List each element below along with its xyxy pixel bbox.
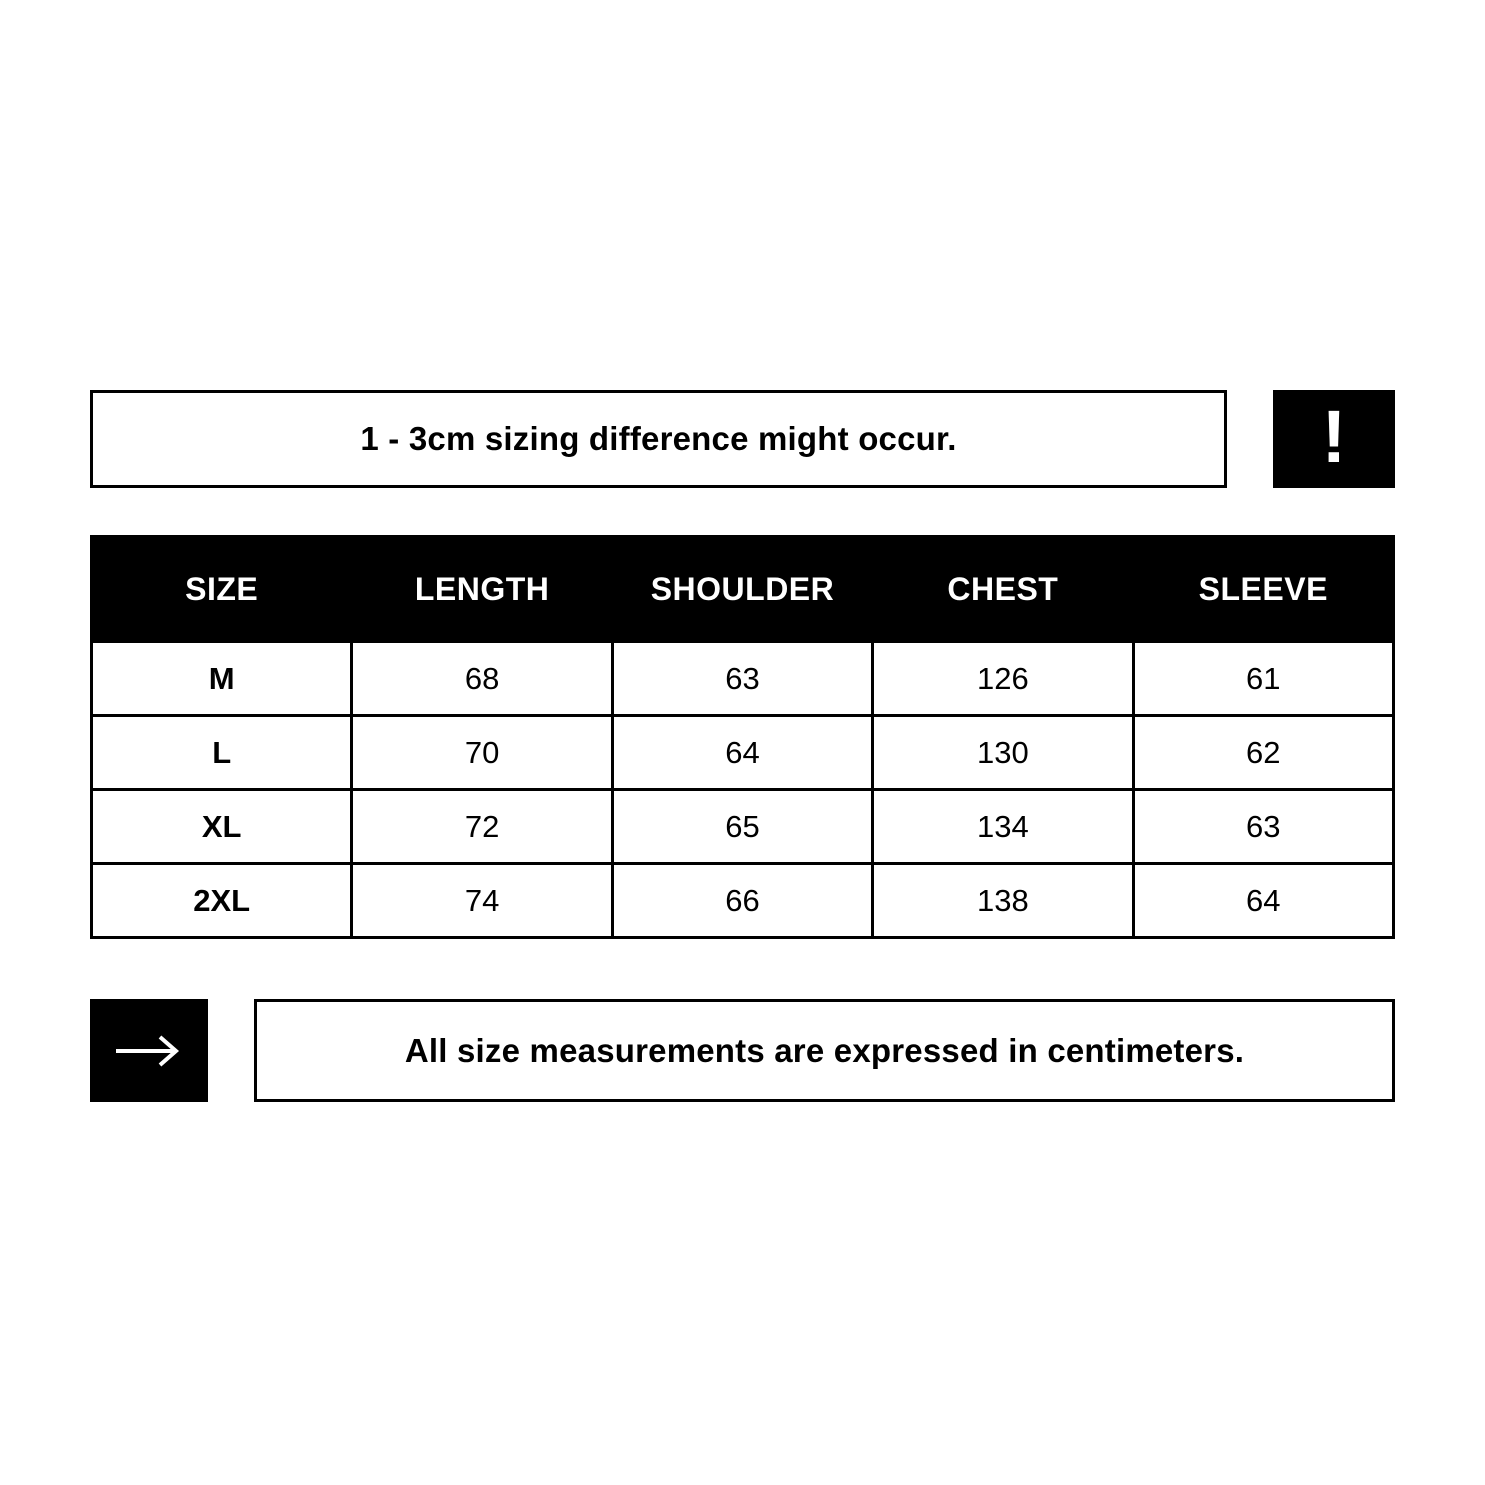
cell-length: 72 [352, 790, 612, 864]
cell-length: 70 [352, 716, 612, 790]
cell-sleeve: 61 [1133, 642, 1393, 716]
table-row [92, 716, 1394, 790]
sizing-notice-box [90, 390, 1227, 488]
cell-shoulder: 65 [612, 790, 872, 864]
sizing-notice-row [90, 390, 1395, 488]
exclamation-icon-glyph: ! [1321, 395, 1347, 478]
cell-shoulder: 66 [612, 864, 872, 938]
measurement-unit-row [90, 999, 1395, 1102]
cell-size: 2XL [92, 864, 352, 938]
cell-chest: 130 [873, 716, 1133, 790]
table-body [92, 642, 1394, 938]
exclamation-icon [1273, 390, 1395, 488]
sizing-notice-text: 1 - 3cm sizing difference might occur. [360, 420, 957, 457]
cell-shoulder: 63 [612, 642, 872, 716]
column-header-sleeve: SLEEVE [1133, 537, 1393, 642]
column-header-chest: CHEST [873, 537, 1133, 642]
cell-sleeve: 63 [1133, 790, 1393, 864]
table-row [92, 790, 1394, 864]
size-measurement-table [90, 535, 1395, 939]
cell-chest: 134 [873, 790, 1133, 864]
table-row [92, 642, 1394, 716]
column-header-length: LENGTH [352, 537, 612, 642]
measurement-unit-text: All size measurements are expressed in centimeters. [404, 1031, 1245, 1069]
column-header-shoulder: SHOULDER [612, 537, 872, 642]
column-header-size: SIZE [92, 537, 352, 642]
cell-sleeve: 62 [1133, 716, 1393, 790]
cell-size: XL [92, 790, 352, 864]
cell-sleeve: 64 [1133, 864, 1393, 938]
cell-length: 74 [352, 864, 612, 938]
cell-length: 68 [352, 642, 612, 716]
arrow-right-icon [90, 999, 208, 1102]
table-header [92, 537, 1394, 642]
table-header-row [92, 537, 1394, 642]
cell-size: M [92, 642, 352, 716]
table-row [92, 864, 1394, 938]
cell-shoulder: 64 [612, 716, 872, 790]
cell-chest: 126 [873, 642, 1133, 716]
measurement-unit-box [254, 999, 1395, 1102]
cell-chest: 138 [873, 864, 1133, 938]
cell-size: L [92, 716, 352, 790]
